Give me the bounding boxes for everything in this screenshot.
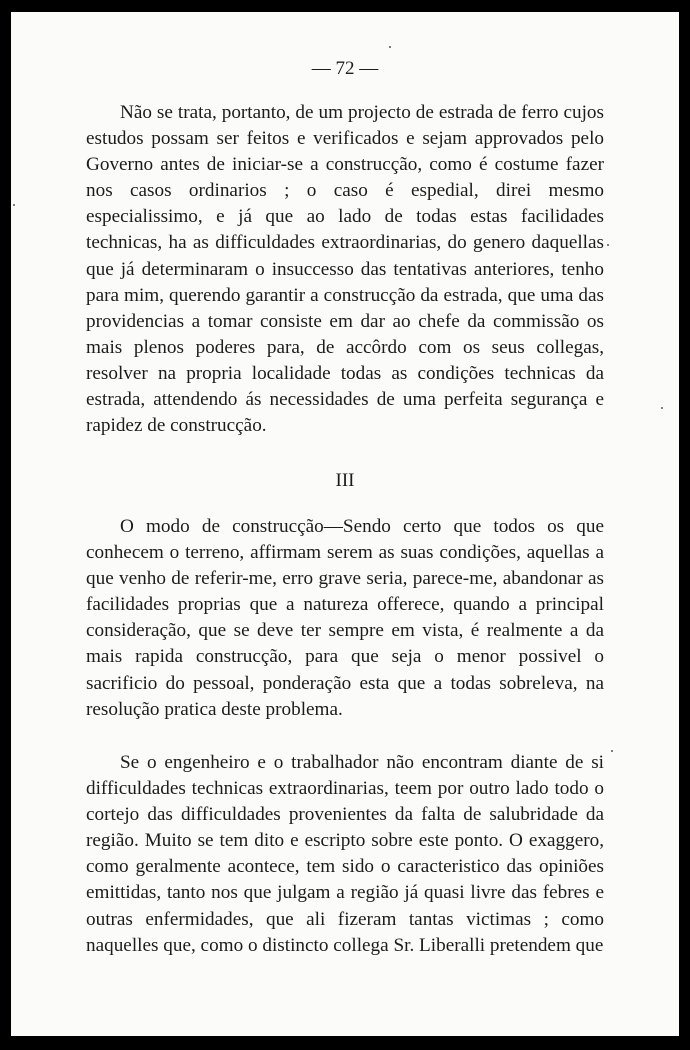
paper-speck (389, 46, 391, 48)
section-heading: III (335, 470, 355, 491)
paragraph-text: O modo de construcção—Sendo certo que todos os que conhecem o terreno, affirmam serem as suas condições, aquellas a que venho de referir-me, erro grave seria, parece-me, abandonar as facilidades proprias que a natureza offerece, quando a principal consideração, que se deve ter sempre em vista, é realmente a da mais rapida construcção, para que seja o menor possivel o sacrificio do pessoal, ponderação esta que a todas sobreleva, na resolução pratica deste problema. (86, 516, 604, 720)
page-number: — 72 — (311, 58, 379, 79)
paper-speck (13, 204, 15, 206)
paragraph-text: Não se trata, portanto, de um projecto de estrada de ferro cujos estudos possam ser feitos e verificados e sejam approvados pelo Governo antes de iniciar-se a construcção, como é costume fazer nos casos ordinarios ; o caso é espedial, direi mesmo especialissimo, e já que ao lado de todas estas facilidades technicas, ha as difficuldades extraordinarias, do genero daquellas que já determinaram o insuccesso das tentativas anteriores, tenho para mim, querendo garantir a construcção da estrada, que uma das providencias a tomar consiste em dar ao chefe da commissão os mais plenos poderes para, de accôrdo com os seus collegas, resolver na propria localidade todas as condições technicas da estrada, attendendo ás necessidades de uma perfeita segurança e rapidez de construcção. (86, 102, 604, 437)
paragraph-text: Se o engenheiro e o trabalhador não encontram diante de si difficuldades technicas extraordinarias, teem por outro lado todo o cortejo das difficuldades provenientes da falta de salubridade da região. Muito se tem dito e escripto sobre este ponto. O exaggero, como geralmente acontece, tem sido o caracteristico das opiniões emittidas, tanto nos que julgam a região já quasi livre das febres e outras enfermidades, que ali fizeram tantas victimas ; como naquelles que, como o distincto collega Sr. Liberalli pretendem que (86, 752, 604, 956)
paper-speck (611, 750, 613, 752)
body-paragraph-2 (86, 514, 604, 723)
scanned-page (11, 12, 679, 1036)
paper-speck (661, 407, 663, 409)
paper-speck (607, 244, 609, 246)
body-paragraph-1 (86, 100, 604, 439)
body-paragraph-3 (86, 750, 604, 959)
